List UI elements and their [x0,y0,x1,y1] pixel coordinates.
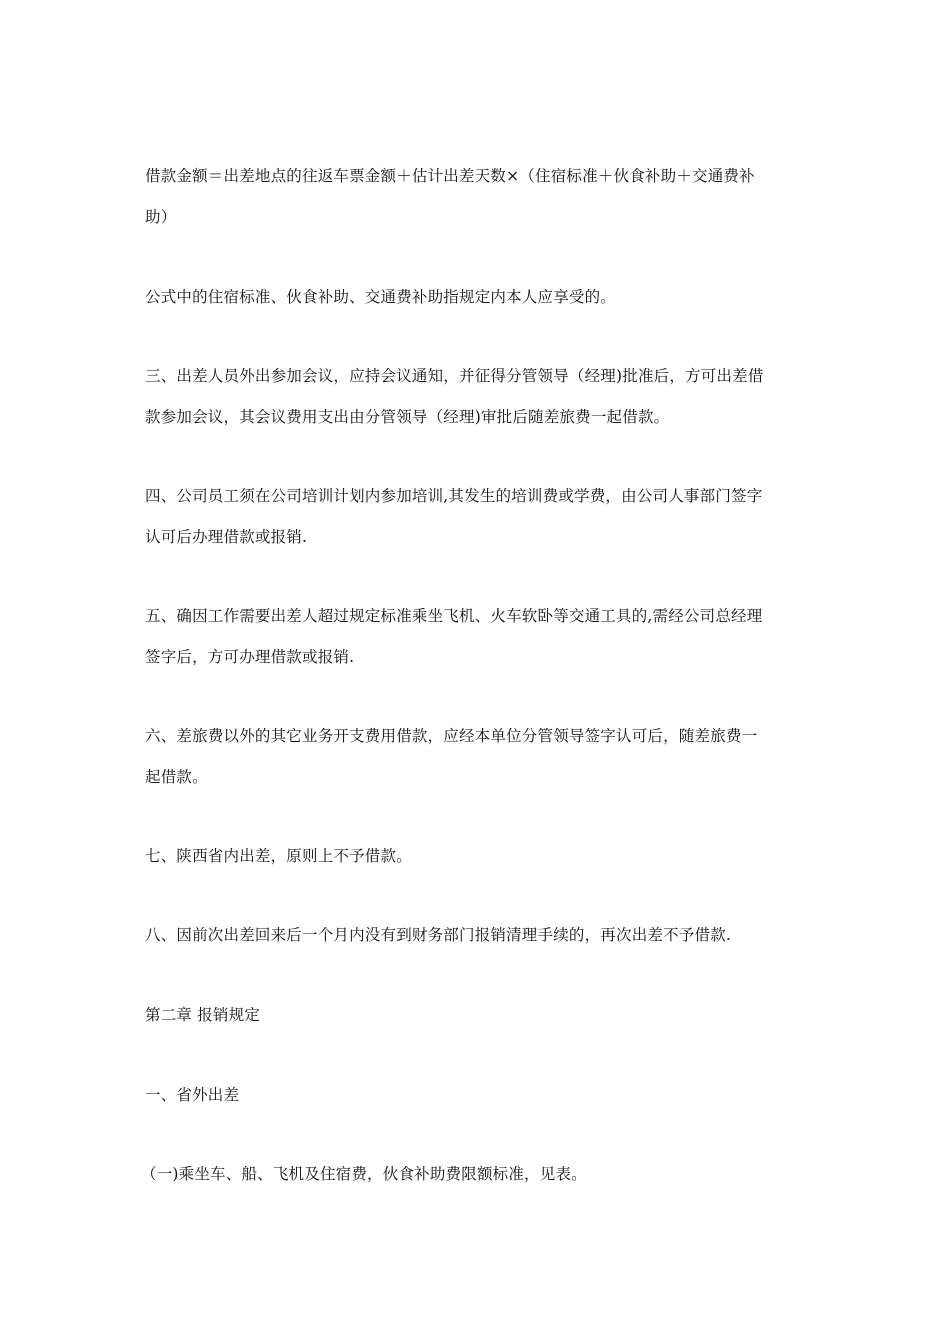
loan-formula-line-1: 借款金额＝出差地点的往返车票金额＋估计出差天数×（住宿标准＋伙食补助＋交通费补 [145,167,755,185]
section-1-heading [145,1075,810,1116]
formula-note [145,277,810,318]
subsection-1 [141,1154,806,1195]
chapter-2-title: 第二章 报销规定 [145,1006,261,1024]
loan-formula-line-2: 助） [145,208,177,226]
rule-item-6-line-2: 起借款。 [145,768,208,786]
rule-item-5 [145,596,810,678]
rule-item-8 [145,915,810,956]
rule-item-3-line-1: 三、出差人员外出参加会议，应持会议通知，并征得分管领导（经理)批准后，方可出差借 [145,367,764,385]
rule-item-5-line-1: 五、确因工作需要出差人超过规定标准乘坐飞机、火车软卧等交通工具的,需经公司总经理 [145,607,763,625]
rule-item-3-line-2: 款参加会议，其会议费用支出由分管领导（经理)审批后随差旅费一起借款。 [145,408,670,426]
subsection-1-text: （一)乘坐车、船、飞机及住宿费，伙食补助费限额标准，见表。 [141,1165,587,1183]
rule-item-4 [145,476,810,558]
rule-item-6-line-1: 六、差旅费以外的其它业务开支费用借款，应经本单位分管领导签字认可后，随差旅费一 [145,727,758,745]
rule-item-5-line-2: 签字后，方可办理借款或报销. [145,648,355,666]
rule-item-3 [145,356,810,438]
rule-item-6 [145,716,810,798]
rule-item-4-line-2: 认可后办理借款或报销. [145,528,308,546]
formula-note-text: 公式中的住宿标准、伙食补助、交通费补助指规定内本人应享受的。 [145,288,617,306]
rule-item-7 [145,836,810,877]
rule-item-7-text: 七、陕西省内出差，原则上不予借款。 [145,847,412,865]
section-1-title: 一、省外出差 [145,1086,240,1104]
rule-item-8-text: 八、因前次出差回来后一个月内没有到财务部门报销清理手续的，再次出差不予借款. [145,926,732,944]
chapter-2-heading [145,995,810,1036]
rule-item-4-line-1: 四、公司员工须在公司培训计划内参加培训,其发生的培训费或学费，由公司人事部门签字 [145,487,763,505]
loan-formula [145,156,810,238]
